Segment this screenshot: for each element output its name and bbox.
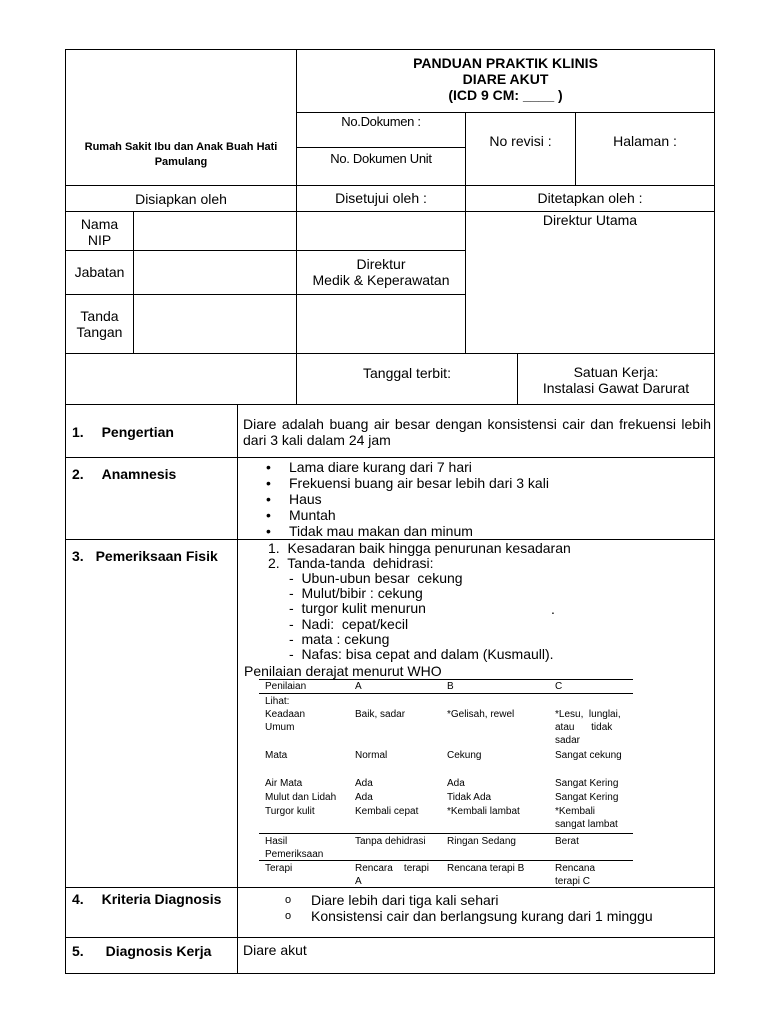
diagnosis-text: Diare akut xyxy=(243,942,307,958)
section-label: Anamnesis xyxy=(101,466,177,482)
table-cell: Sangat cekung xyxy=(555,750,622,761)
table-row xyxy=(265,708,633,749)
list-item: • Tidak mau makan dan minum xyxy=(266,523,473,539)
table-row xyxy=(265,791,633,805)
no-revisi-label: No revisi : xyxy=(489,133,552,149)
table-row xyxy=(265,749,633,777)
section-number: 3. xyxy=(72,548,84,564)
list-item: - Nadi: cepat/kecil xyxy=(289,615,409,632)
list-item: • Lama diare kurang dari 7 hari xyxy=(266,459,472,475)
table-cell: Keadaan Umum xyxy=(265,709,306,733)
table-cell: Kembali cepat xyxy=(355,806,419,817)
table-cell: Turgor kulit xyxy=(265,806,315,817)
section-number: 4. xyxy=(72,891,84,907)
table-cell: Rencana terapi C xyxy=(555,863,596,887)
direktur-utama: Direktur Utama xyxy=(542,212,638,228)
section-label: Diagnosis Kerja xyxy=(105,943,212,959)
table-cell: Rencara terapi A xyxy=(355,863,429,887)
table-cell: Normal xyxy=(355,750,388,761)
tanggal-terbit-label: Tanggal terbit: xyxy=(363,365,451,381)
section-pemeriksaan-heading xyxy=(72,548,218,564)
table-cell: Ada xyxy=(355,792,373,803)
table-cell: Ada xyxy=(355,778,373,789)
table-cell: Terapi xyxy=(265,863,293,874)
table-row xyxy=(265,693,633,708)
pemeriksaan-item-1: 1. Kesadaran baik hingga penurunan kesadaran xyxy=(268,540,571,556)
table-cell: Mata xyxy=(265,750,288,761)
table-cell: Rencana terapi B xyxy=(447,863,525,874)
list-item: - Nafas: bisa cepat and dalam (Kusmaull). xyxy=(289,646,554,663)
pemeriksaan-item-2: 2. Tanda-tanda dehidrasi: xyxy=(268,555,434,571)
section-label: Pengertian xyxy=(101,424,174,440)
anamnesis-list xyxy=(243,459,711,539)
list-item: • Haus xyxy=(266,491,322,507)
disetujui-label: Disetujui oleh : xyxy=(335,190,427,206)
list-item: o Konsistensi cair dan berlangsung kurang dari 1 minggu xyxy=(285,908,653,924)
table-header-row xyxy=(265,680,633,693)
list-item: - Ubun-ubun besar cekung xyxy=(289,570,463,586)
section-label: Kriteria Diagnosis xyxy=(101,891,222,907)
table-cell: Ringan Sedang xyxy=(447,836,516,847)
section-pengertian-heading xyxy=(72,424,174,440)
dehidrasi-signs-list xyxy=(289,571,554,662)
who-table-title: Penilaian derajat menurut WHO xyxy=(244,663,442,679)
disiapkan-label: Disiapkan oleh xyxy=(135,191,227,207)
table-cell: Sangat Kering xyxy=(555,792,619,803)
section-number: 2. xyxy=(72,466,84,482)
table-cell: Sangat Kering xyxy=(555,778,619,789)
tanda-tangan-label: Tanda Tangan xyxy=(76,308,123,340)
ditetapkan-label: Ditetapkan oleh : xyxy=(537,190,643,206)
section-kriteria-heading xyxy=(72,891,221,907)
table-row xyxy=(265,805,633,834)
table-cell: *Lesu, lunglai, atau tidak sadar xyxy=(555,709,621,746)
list-item: - mata : cekung xyxy=(289,630,390,647)
table-cell: Tanpa dehidrasi xyxy=(355,836,426,847)
column-header: A xyxy=(355,681,362,692)
list-item: o Diare lebih dari tiga kali sehari xyxy=(285,892,499,908)
column-header: Penilaian xyxy=(265,681,307,692)
title-line-3: (ICD 9 CM: ____ ) xyxy=(448,87,563,103)
column-header: B xyxy=(447,681,454,692)
kriteria-list xyxy=(237,892,714,924)
table-cell: Cekung xyxy=(447,750,482,761)
table-cell: *Kembali lambat xyxy=(447,806,520,817)
pengertian-text: Diare adalah buang air besar dengan konsistensi cair dan frekuensi lebih dari 3 kali dalam 24 jam xyxy=(243,416,711,448)
list-item: - Mulut/bibir : cekung xyxy=(289,585,423,602)
table-cell: Ada xyxy=(447,778,465,789)
table-cell: Baik, sadar xyxy=(355,709,406,720)
column-header: C xyxy=(555,681,563,692)
list-item: • Muntah xyxy=(266,507,336,523)
table-cell: Air Mata xyxy=(265,778,303,789)
table-cell: Tidak Ada xyxy=(447,792,492,803)
table-cell: Hasil Pemeriksaan xyxy=(265,836,324,860)
document-title xyxy=(297,55,714,103)
table-row xyxy=(265,834,633,861)
table-cell: Berat xyxy=(555,836,579,847)
title-line-1: PANDUAN PRAKTIK KLINIS xyxy=(413,55,598,71)
list-item: - turgor kulit menurun xyxy=(289,600,426,617)
section-anamnesis-heading xyxy=(72,466,176,482)
jabatan-label: Jabatan xyxy=(74,264,125,280)
table-cell: *Gelisah, rewel xyxy=(447,709,515,720)
stray-dot: . xyxy=(551,601,555,617)
halaman-label: Halaman : xyxy=(613,133,677,149)
section-number: 1. xyxy=(72,424,84,440)
section-diagnosis-heading xyxy=(72,943,211,959)
no-dokumen-unit-label: No. Dokumen Unit xyxy=(330,151,432,166)
table-row xyxy=(265,777,633,791)
section-number: 5. xyxy=(72,943,84,959)
table-row xyxy=(265,861,633,889)
section-label: Pemeriksaan Fisik xyxy=(95,548,218,564)
lihat-label: Lihat: xyxy=(265,696,290,707)
direktur-medik-jabatan: Direktur Medik & Keperawatan xyxy=(312,256,450,288)
nama-nip-label: Nama NIP xyxy=(80,216,119,248)
table-cell: *Kembali sangat lambat xyxy=(555,806,618,830)
hospital-name: Rumah Sakit Ibu dan Anak Buah Hati Pamulang xyxy=(84,141,278,168)
table-cell: Mulut dan Lidah xyxy=(265,792,337,803)
title-line-2: DIARE AKUT xyxy=(462,71,549,87)
list-item: • Frekuensi buang air besar lebih dari 3 kali xyxy=(266,475,549,491)
no-dokumen-label: No.Dokumen : xyxy=(341,114,421,129)
satuan-kerja-label: Satuan Kerja: Instalasi Gawat Darurat xyxy=(542,364,690,396)
